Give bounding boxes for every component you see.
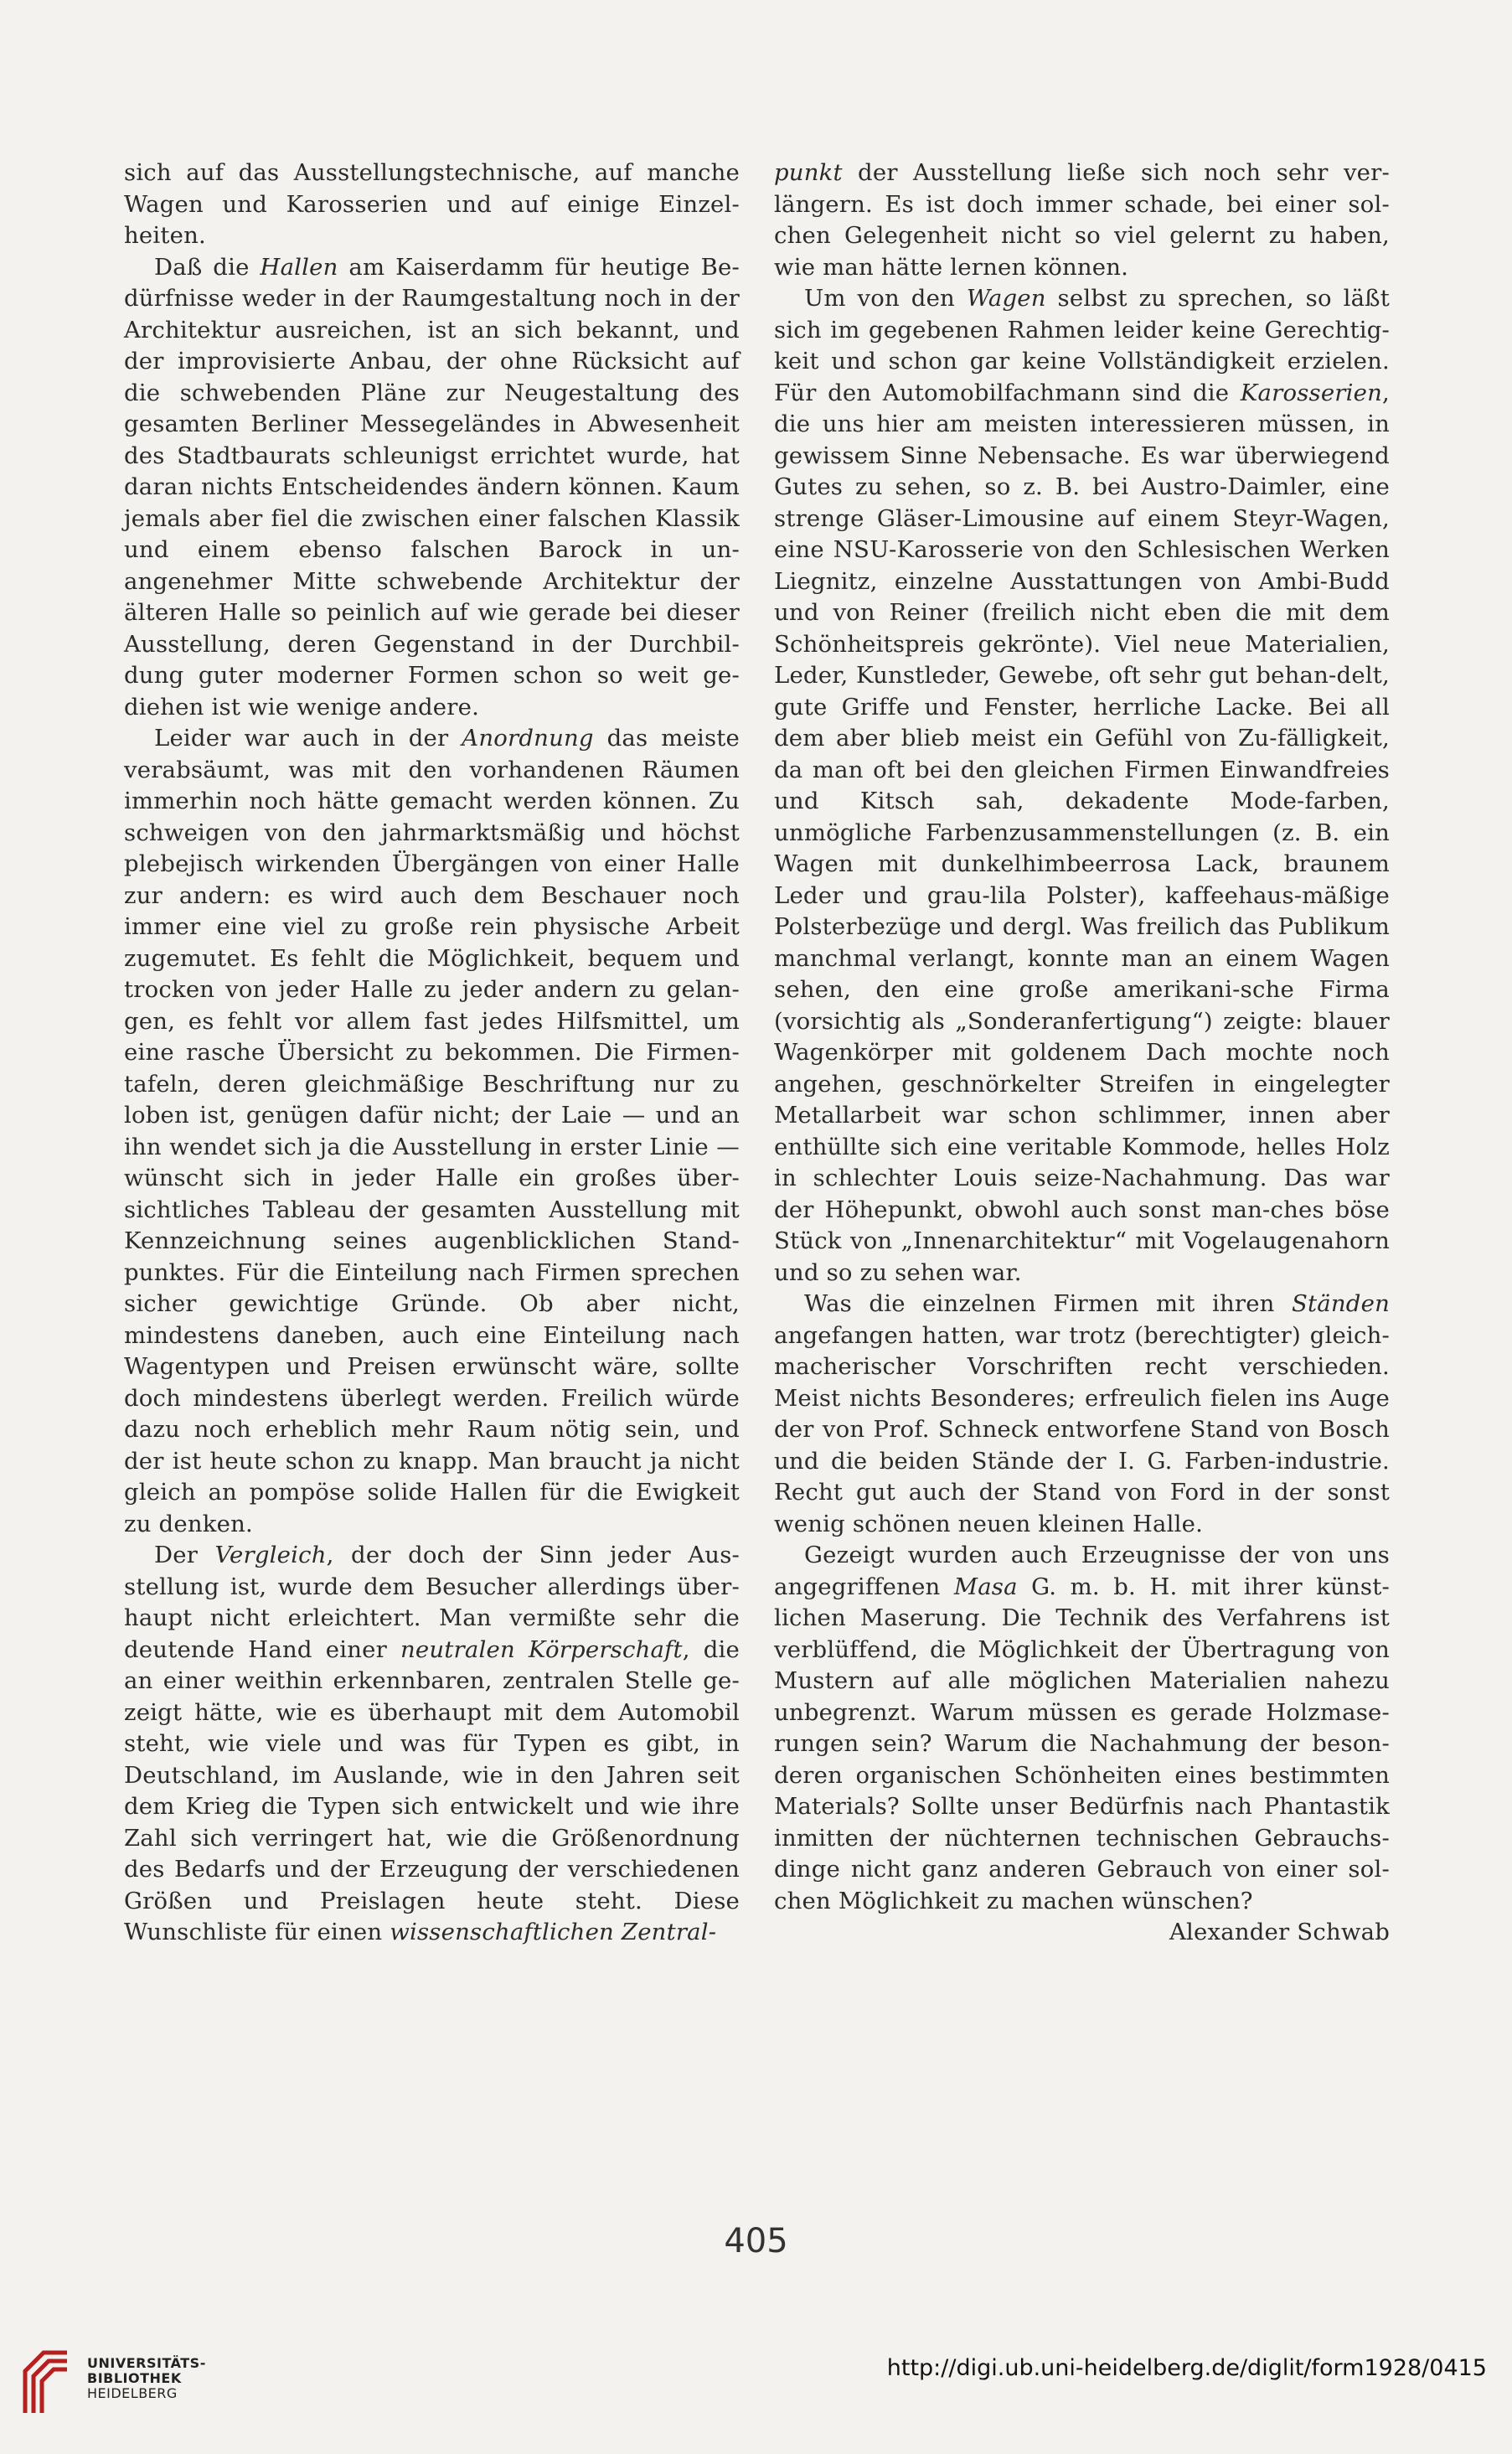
right-column (774, 158, 1390, 1949)
author-signature: Alexander Schwab (1169, 1919, 1390, 1945)
library-logo-icon (18, 2346, 77, 2418)
paragraph: Leider war auch in der Anordnung das meiste verabsäumt, was mit den vorhandenen Räumen immerhin noch hätte gemacht werden können. Zu schweigen von den jahrmarktsmäßig und höchst plebejisch wirkenden Übergängen von einer Halle zur andern: es wird auch dem Beschauer noch immer eine viel zu große rein physische Arbeit zugemutet. Es fehlt die Möglichkeit, bequem und trocken von jeder Halle zu jeder andern zu gelan-gen, es fehlt vor allem fast jedes Hilfsmittel, um eine rasche Übersicht zu bekommen. Die Firmen-tafeln, deren gleichmäßige Beschriftung nur zu loben ist, genügen dafür nicht; der Laie — und an ihn wendet sich ja die Ausstellung in erster Linie — wünscht sich in jeder Halle ein großes über-sichtliches Tableau der gesamten Ausstellung mit Kennzeichnung seines augenblicklichen Stand-punktes. Für die Einteilung nach Firmen sprechen sicher gewichtige Gründe. Ob aber nicht, mindestens daneben, auch eine Einteilung nach Wagentypen und Preisen erwünscht wäre, sollte doch mindestens überlegt werden. Freilich würde dazu noch erheblich mehr Raum nötig sein, und der ist heute schon zu knapp. Man braucht ja nicht gleich an pompöse solide Hallen für die Ewigkeit zu denken. (124, 725, 740, 1537)
library-logo[interactable] (18, 2346, 236, 2421)
library-name (87, 2356, 206, 2401)
paragraph: Um von den Wagen selbst zu sprechen, so läßt sich im gegebenen Rahmen leider keine Gerechtig-keit und schon gar keine Vollständigkeit erzielen. Für den Automobilfachmann sind die Karosserien, die uns hier am meisten interessieren müssen, in gewissem Sinne Nebensache. Es war überwiegend Gutes zu sehen, so z. B. bei Austro-Daimler, eine strenge Gläser-Limousine auf einem Steyr-Wagen, eine NSU-Karosserie von den Schlesischen Werken Liegnitz, einzelne Ausstattungen von Ambi-Budd und von Reiner (freilich nicht eben die mit dem Schönheitspreis gekrönte). Viel neue Materialien, Leder, Kunstleder, Gewebe, oft sehr gut behan-delt, gute Griffe und Fenster, herrliche Lacke. Bei all dem aber blieb meist ein Gefühl von Zu-fälligkeit, da man oft bei den gleichen Firmen Einwandfreies und Kitsch sah, dekadente Mode-farben, unmögliche Farbenzusammenstellungen (z. B. ein Wagen mit dunkelhimbeerrosa Lack, braunem Leder und grau-lila Polster), kaffeehaus-mäßige Polsterbezüge und dergl. Was freilich das Publikum manchmal verlangt, konnte man an einem Wagen sehen, den eine große amerikani-sche Firma (vorsichtig als „Sonderanfertigung“) zeigte: blauer Wagenkörper mit goldenem Dach mochte noch angehen, geschnörkelter Streifen in eingelegter Metallarbeit war schon schlimmer, innen aber enthüllte sich eine veritable Kommode, helles Holz in schlechter Louis seize-Nachahmung. Das war der Höhepunkt, obwohl auch sonst man-ches böse Stück von „Innenarchitektur“ mit Vogelaugenahorn und so zu sehen war. (774, 285, 1390, 1286)
paragraph: Gezeigt wurden auch Erzeugnisse der von uns angegriffenen Masa G. m. b. H. mit ihrer künst-lichen Maserung. Die Technik des Verfahrens ist verblüffend, die Möglichkeit der Übertragung von Mustern auf alle möglichen Materialien nahezu unbegrenzt. Warum müssen es gerade Holzmase-rungen sein? Warum die Nachahmung der beson-deren organischen Schönheiten eines bestimmten Materials? Sollte unser Bedürfnis nach Phantastik inmitten der nüchternen technischen Gebrauchs-dinge nicht ganz anderen Gebrauch von einer sol-chen Möglichkeit zu machen wünschen? (774, 1542, 1390, 1914)
paragraph: punkt der Ausstellung ließe sich noch sehr ver-längern. Es ist doch immer schade, bei einer sol-chen Gelegenheit nicht so viel gelernt zu haben, wie man hätte lernen können. (774, 159, 1390, 281)
paragraph: Was die einzelnen Firmen mit ihren Ständen angefangen hatten, war trotz (berechtigter) gleich-macherischer Vorschriften recht verschieden. Meist nichts Besonderes; erfreulich fielen ins Auge der von Prof. Schneck entworfene Stand von Bosch und die beiden Stände der I. G. Farben-industrie. Recht gut auch der Stand von Ford in der sonst wenig schönen neuen kleinen Halle. (774, 1290, 1390, 1537)
paragraph: sich auf das Ausstellungstechnische, auf manche Wagen und Karosserien und auf einige Einzel-heiten. (124, 159, 740, 249)
paragraph: Daß die Hallen am Kaiserdamm für heutige Be-dürfnisse weder in der Raumgestaltung noch in der Architektur ausreichen, ist an sich bekannt, und der improvisierte Anbau, der ohne Rücksicht auf die schwebenden Pläne zur Neugestaltung des gesamten Berliner Messegeländes in Abwesenheit des Stadtbaurats schleunigst errichtet wurde, hat daran nichts Entscheidendes ändern können. Kaum jemals aber fiel die zwischen einer falschen Klassik und einem ebenso falschen Barock in un-angenehmer Mitte schwebende Architektur der älteren Halle so peinlich auf wie gerade bei dieser Ausstellung, deren Gegenstand in der Durchbil-dung guter moderner Formen schon so weit ge-diehen ist wie wenige andere. (124, 253, 740, 721)
library-name-line: BIBLIOTHEK (87, 2370, 182, 2386)
paragraph: Der Vergleich, der doch der Sinn jeder Aus-stellung ist, wurde dem Besucher allerdings über-haupt nicht erleichtert. Man vermißte sehr die deutende Hand einer neutralen Körperschaft, die an einer weithin erkennbaren, zentralen Stelle ge-zeigt hätte, wie es überhaupt mit dem Automobil steht, wie viele und was für Typen es gibt, in Deutschland, im Auslande, wie in den Jahren seit dem Krieg die Typen sich entwickelt und wie ihre Zahl sich verringert hat, wie die Größenordnung des Bedarfs und der Erzeugung der verschiedenen Größen und Preislagen heute steht. Diese Wunschliste für einen wissenschaftlichen Zentral- (124, 1542, 740, 1945)
source-url-link[interactable]: http://digi.ub.uni-heidelberg.de/diglit/form1928/0415 (886, 2355, 1487, 2381)
page-number: 405 (724, 2222, 788, 2260)
library-name-line: UNIVERSITÄTS- (87, 2355, 206, 2371)
left-column (124, 158, 740, 1949)
library-name-line: HEIDELBERG (87, 2385, 178, 2401)
